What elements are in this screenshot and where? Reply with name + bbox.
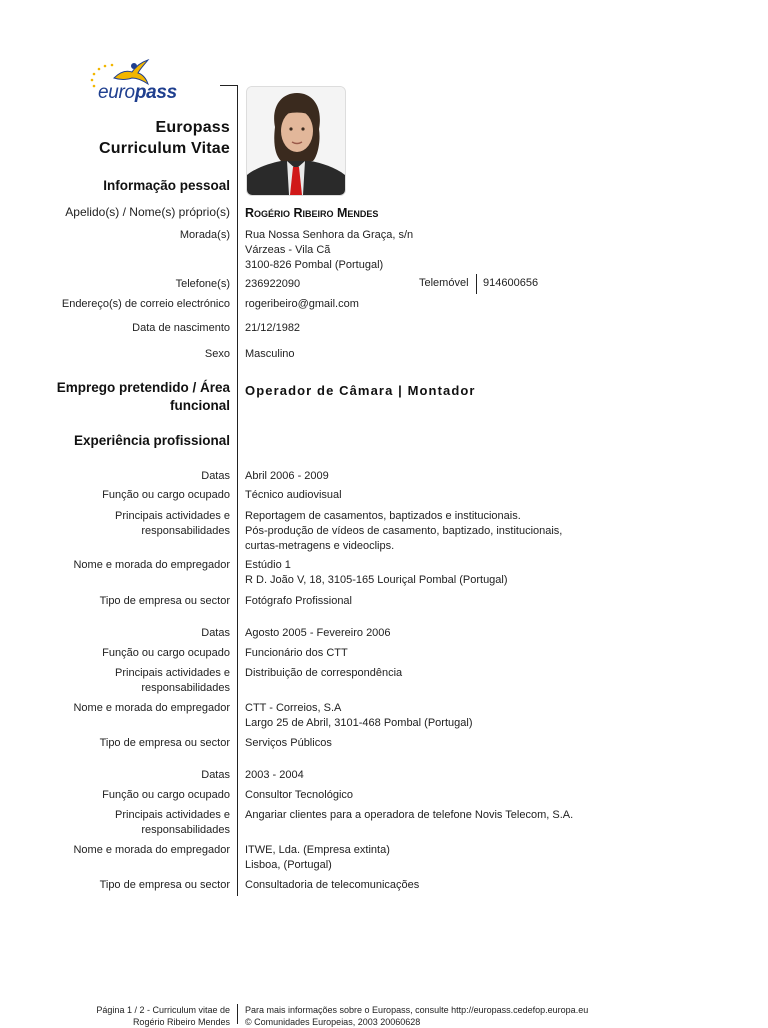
- doc-title-line-1: Europass: [155, 119, 230, 136]
- footer-info-line-2: © Comunidades Europeias, 2003 20060628: [245, 1017, 421, 1027]
- job-activities-1: Angariar clientes para a operadora de telefone Novis Telecom, S.A.: [245, 809, 574, 821]
- sex-label: Sexo: [204, 348, 230, 360]
- role-label: Função ou cargo ocupado: [102, 789, 230, 801]
- desired-job-label-line-2: funcional: [170, 398, 230, 413]
- desired-job-label-line-1: Emprego pretendido / Área: [56, 380, 230, 395]
- job-employer-2: R D. João V, 18, 3105-165 Louriçal Pombal (Portugal): [245, 574, 508, 586]
- activities-label-1: Principais actividades e: [115, 667, 230, 679]
- mobile-value: 914600656: [483, 277, 539, 289]
- job-activities-1: Reportagem de casamentos, baptizados e institucionais.: [245, 510, 521, 522]
- employer-label: Nome e morada do empregador: [73, 844, 230, 856]
- role-label: Função ou cargo ocupado: [102, 489, 230, 501]
- europass-logo: [84, 56, 180, 106]
- name-label: Apelido(s) / Nome(s) próprio(s): [65, 205, 230, 219]
- footer-page-line-2: Rogério Ribeiro Mendes: [132, 1017, 230, 1027]
- email-value[interactable]: rogeribeiro@gmail.com: [245, 298, 359, 310]
- address-line-2: Várzeas - Vila Cã: [245, 244, 331, 256]
- birth-value: 21/12/1982: [245, 322, 301, 334]
- address-line-3: 3100-826 Pombal (Portugal): [245, 259, 384, 271]
- footer-page-info: [96, 1004, 230, 1028]
- job-employer-1: ITWE, Lda. (Empresa extinta): [245, 844, 390, 856]
- logo-wordmark: europass: [98, 82, 177, 103]
- footer-divider: [237, 1004, 238, 1024]
- footer-info-line-1[interactable]: Para mais informações sobre o Europass, consulte http://europass.cedefop.europa.eu: [245, 1005, 589, 1015]
- job-activities-1: Distribuição de correspondência: [245, 667, 403, 679]
- job-activities-3: curtas-metragens e videoclips.: [245, 540, 395, 552]
- job-dates: Abril 2006 - 2009: [245, 470, 329, 482]
- job-type: Fotógrafo Profissional: [245, 595, 352, 607]
- job-role: Funcionário dos CTT: [245, 647, 348, 659]
- section-experience: Experiência profissional: [73, 433, 230, 448]
- phone-label: Telefone(s): [175, 278, 230, 290]
- divider-top: [220, 85, 238, 86]
- activities-label-2: responsabilidades: [141, 824, 230, 836]
- sex-value: Masculino: [245, 348, 295, 360]
- job-activities-2: Pós-produção de vídeos de casamento, baptizado, institucionais,: [245, 525, 563, 537]
- employer-label: Nome e morada do empregador: [73, 559, 230, 571]
- job-employer-2: Lisboa, (Portugal): [245, 859, 332, 871]
- job-dates: 2003 - 2004: [245, 769, 304, 781]
- activities-label-2: responsabilidades: [141, 682, 230, 694]
- job-role: Técnico audiovisual: [245, 489, 342, 501]
- activities-label-2: responsabilidades: [141, 525, 230, 537]
- activities-label-1: Principais actividades e: [115, 809, 230, 821]
- type-label: Tipo de empresa ou sector: [99, 879, 230, 891]
- mobile-divider: [476, 274, 477, 294]
- dates-label: Datas: [201, 769, 230, 781]
- job-type: Serviços Públicos: [245, 737, 332, 749]
- address-line-1: Rua Nossa Senhora da Graça, s/n: [245, 229, 414, 241]
- job-employer-1: Estúdio 1: [245, 559, 291, 571]
- section-personal-info: Informação pessoal: [103, 178, 230, 193]
- full-name: Rogério Ribeiro Mendes: [245, 206, 379, 220]
- footer-info: [245, 1004, 588, 1028]
- job-type: Consultadoria de telecomunicações: [245, 879, 420, 891]
- employer-label: Nome e morada do empregador: [73, 702, 230, 714]
- column-divider: [237, 85, 238, 896]
- person-portrait-icon: [247, 87, 345, 195]
- type-label: Tipo de empresa ou sector: [99, 595, 230, 607]
- desired-job-value: Operador de Câmara | Montador: [245, 383, 476, 398]
- job-role: Consultor Tecnológico: [245, 789, 354, 801]
- job-employer-1: CTT - Correios, S.A: [245, 702, 342, 714]
- mobile-label: Telemóvel: [419, 277, 469, 289]
- job-dates: Agosto 2005 - Fevereiro 2006: [245, 627, 391, 639]
- job-employer-2: Largo 25 de Abril, 3101-468 Pombal (Portugal): [245, 717, 473, 729]
- phone-value: 236922090: [245, 278, 301, 290]
- dates-label: Datas: [201, 470, 230, 482]
- doc-title-line-2: Curriculum Vitae: [99, 140, 230, 157]
- type-label: Tipo de empresa ou sector: [99, 737, 230, 749]
- profile-photo: [246, 86, 346, 196]
- dates-label: Datas: [201, 627, 230, 639]
- birth-label: Data de nascimento: [132, 322, 230, 334]
- role-label: Função ou cargo ocupado: [102, 647, 230, 659]
- address-label: Morada(s): [179, 229, 230, 241]
- email-label: Endereço(s) de correio electrónico: [61, 298, 230, 310]
- activities-label-1: Principais actividades e: [115, 510, 230, 522]
- footer-page-line-1: Página 1 / 2 - Curriculum vitae de: [96, 1005, 230, 1015]
